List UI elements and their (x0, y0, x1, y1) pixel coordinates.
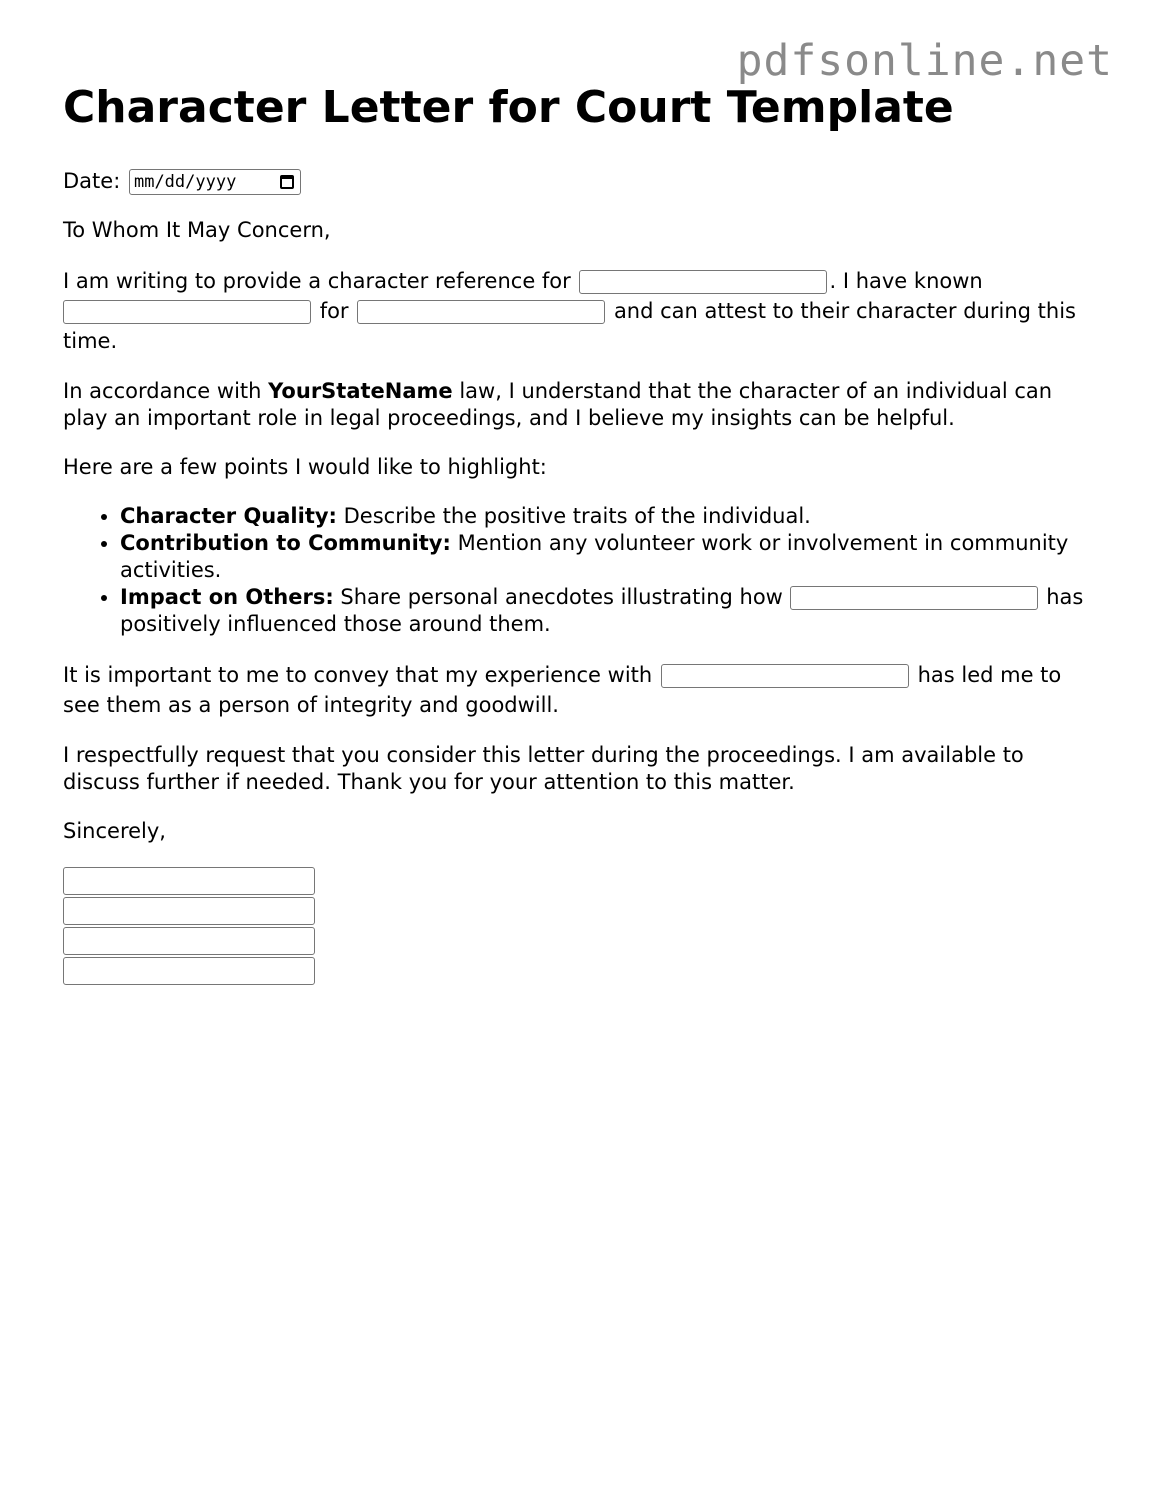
point-label: Character Quality: (120, 504, 337, 528)
closing: Sincerely, (63, 819, 166, 843)
page-title: Character Letter for Court Template (63, 82, 954, 133)
salutation: To Whom It May Concern, (63, 218, 331, 242)
intro-text-1: I am writing to provide a character reference for (63, 269, 571, 293)
relationship-field[interactable] (63, 300, 311, 324)
experience-paragraph (63, 660, 1093, 720)
point-text-after: has positively influenced those around them. (120, 585, 1084, 636)
watermark: pdfsonline.net (736, 36, 1113, 86)
date-row (63, 168, 1093, 195)
duration-field[interactable] (357, 300, 605, 324)
intro-text-2: . I have known (829, 269, 983, 293)
letter-form (63, 78, 1093, 987)
person-name-field[interactable] (579, 270, 827, 294)
date-placeholder: mm/dd/yyyy (133, 171, 237, 192)
state-name: YourStateName (268, 379, 453, 403)
signature-email-field[interactable] (63, 957, 315, 985)
point-text: Share personal anecdotes illustrating how (340, 585, 783, 609)
experience-text-after: has led me to see them as a person of integrity and goodwill. (63, 663, 1062, 717)
request-paragraph: I respectfully request that you consider this letter during the proceedings. I am available to discuss further if needed. Thank you for your attention to this matter. (63, 743, 1024, 794)
calendar-icon[interactable] (280, 175, 294, 189)
date-input[interactable] (129, 169, 301, 195)
law-text-after: law, I understand that the character of an individual can play an important role in legal proceedings, and I believe my insights can be helpful. (63, 379, 1053, 430)
experience-text-before: It is important to me to convey that my experience with (63, 663, 653, 687)
signature-name-field[interactable] (63, 867, 315, 895)
law-paragraph (63, 378, 1093, 432)
signature-address-field[interactable] (63, 897, 315, 925)
list-item (120, 530, 1093, 584)
impact-name-field[interactable] (790, 586, 1038, 610)
signature-block (63, 867, 1093, 985)
list-item (120, 584, 1093, 638)
law-text-before: In accordance with (63, 379, 262, 403)
point-text: Mention any volunteer work or involvement in community activities. (120, 531, 1069, 582)
experience-name-field[interactable] (661, 664, 909, 688)
intro-text-3: for (319, 299, 349, 323)
point-text: Describe the positive traits of the individual. (343, 504, 811, 528)
point-label: Impact on Others: (120, 585, 334, 609)
date-label: Date: (63, 169, 121, 193)
intro-text-4: and can attest to their character during this time. (63, 299, 1076, 353)
point-label: Contribution to Community: (120, 531, 451, 555)
intro-paragraph (63, 266, 1093, 356)
points-list (63, 503, 1093, 638)
signature-phone-field[interactable] (63, 927, 315, 955)
highlight-intro: Here are a few points I would like to highlight: (63, 455, 547, 479)
list-item (120, 503, 1093, 530)
